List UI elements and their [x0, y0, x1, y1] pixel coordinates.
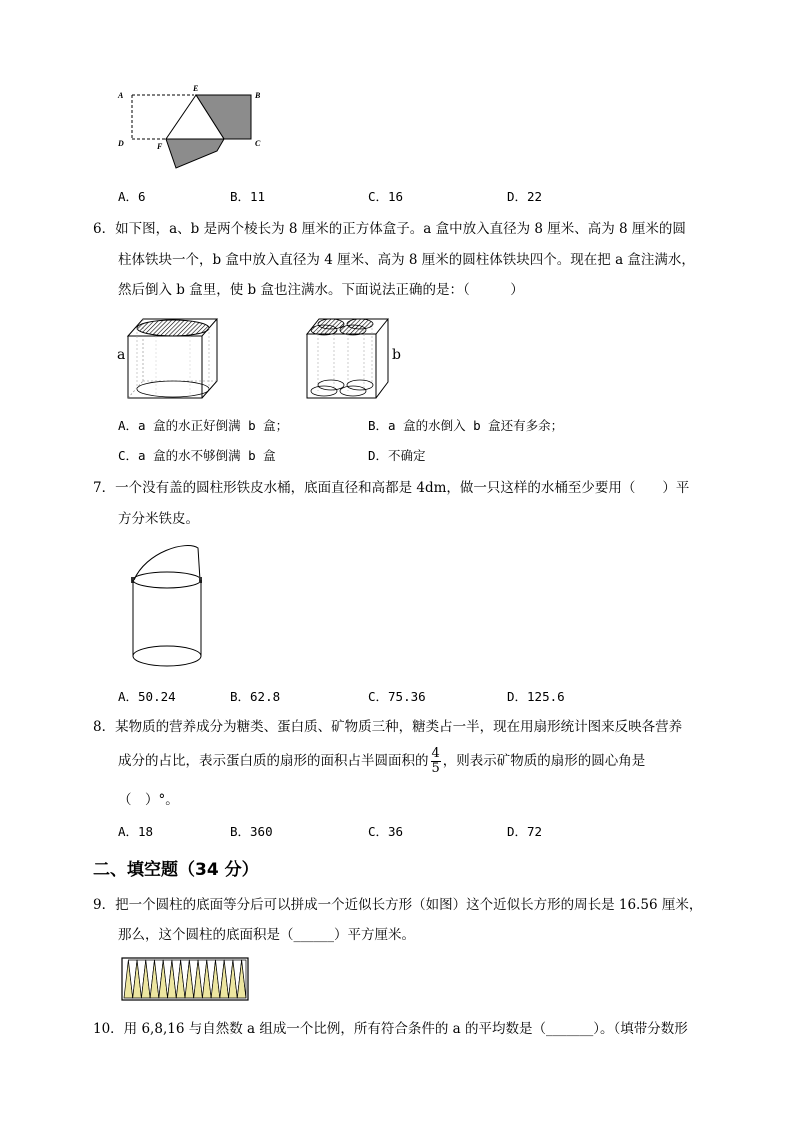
q5-option-d[interactable]: D．22: [507, 189, 543, 204]
q7-option-c[interactable]: C．75.36: [368, 689, 426, 704]
q8-fraction: [431, 747, 441, 776]
section-title: 二、填空题（34 分）: [93, 860, 259, 880]
q9-text-line1: 9．把一个圆柱的底面等分后可以拼成一个近似长方形（如图）这个近似长方形的周长是 16.56 厘米，: [93, 897, 703, 913]
q8-text-line2-pre: 成分的占比，表示蛋白质的扇形的面积占半圆面积的: [118, 753, 429, 769]
q6-text-line1: 6．如下图，a、b 是两个棱长为 8 厘米的正方体盒子。a 盒中放入直径为 8 厘米、高为 8 厘米的圆: [93, 221, 686, 237]
q7-option-b[interactable]: B．62.8: [230, 689, 281, 704]
q5-geometry-figure: [112, 84, 272, 176]
q10-text-line1: 10．用 6,8,16 与自然数 a 组成一个比例，所有符合条件的 a 的平均数是（_______）。（填带分数形: [93, 1021, 688, 1037]
q6-label-a: a: [117, 347, 126, 363]
label-E: E: [193, 84, 199, 93]
label-B: B: [255, 91, 261, 100]
q9-rectangle-figure: [120, 956, 250, 1002]
q6-option-b[interactable]: B．a 盒的水倒入 b 盒还有多余；: [368, 418, 564, 433]
q5-option-a[interactable]: A．6: [118, 189, 146, 204]
q6-option-a[interactable]: A．a 盒的水正好倒满 b 盒；: [118, 418, 289, 433]
q8-option-c[interactable]: C．36: [368, 824, 404, 839]
q8-text-line2-post: ，则表示矿物质的扇形的圆心角是: [442, 753, 646, 769]
label-D: D: [118, 139, 124, 148]
label-C: C: [255, 139, 261, 148]
q8-option-a[interactable]: A．18: [118, 824, 154, 839]
q6-text-line3: 然后倒入 b 盒里，使 b 盒也注满水。下面说法正确的是：（ ）: [118, 282, 524, 298]
q8-fraction-numerator: 4: [431, 745, 440, 761]
q5-option-b[interactable]: B．11: [230, 189, 266, 204]
label-A: A: [118, 91, 124, 100]
q5-option-c[interactable]: C．16: [368, 189, 404, 204]
q6-option-d[interactable]: D．不确定: [368, 448, 426, 463]
q8-text-line1: 8．某物质的营养成分为糖类、蛋白质、矿物质三种，糖类占一半，现在用扇形统计图来反映各营养: [93, 719, 683, 735]
q8-option-d[interactable]: D．72: [507, 824, 543, 839]
q8-text-line3: （ ）°。: [118, 792, 179, 808]
q6-text-line2: 柱体铁块一个，b 盒中放入直径为 4 厘米、高为 8 厘米的圆柱体铁块四个。现在把 a 盒注满水，: [118, 252, 695, 268]
q7-option-d[interactable]: D．125.6: [507, 689, 565, 704]
q6-box-a-figure: [116, 316, 226, 402]
q8-text-line2: [118, 741, 645, 781]
q7-text-line1: 7．一个没有盖的圆柱形铁皮水桶，底面直径和高都是 4dm，做一只这样的水桶至少要用（ ）平: [93, 480, 690, 496]
q9-text-line2: 那么，这个圆柱的底面积是（______）平方厘米。: [118, 927, 415, 943]
q8-fraction-denominator: 5: [431, 760, 440, 776]
q6-box-b-figure: [304, 316, 394, 402]
q7-text-line2: 方分米铁皮。: [118, 511, 199, 527]
label-F: F: [157, 142, 163, 151]
q6-label-b: b: [392, 347, 401, 363]
q7-option-a[interactable]: A．50.24: [118, 689, 176, 704]
q7-bucket-figure: [128, 544, 208, 674]
q8-option-b[interactable]: B．360: [230, 824, 273, 839]
q6-option-c[interactable]: C．a 盒的水不够倒满 b 盒: [118, 448, 276, 463]
